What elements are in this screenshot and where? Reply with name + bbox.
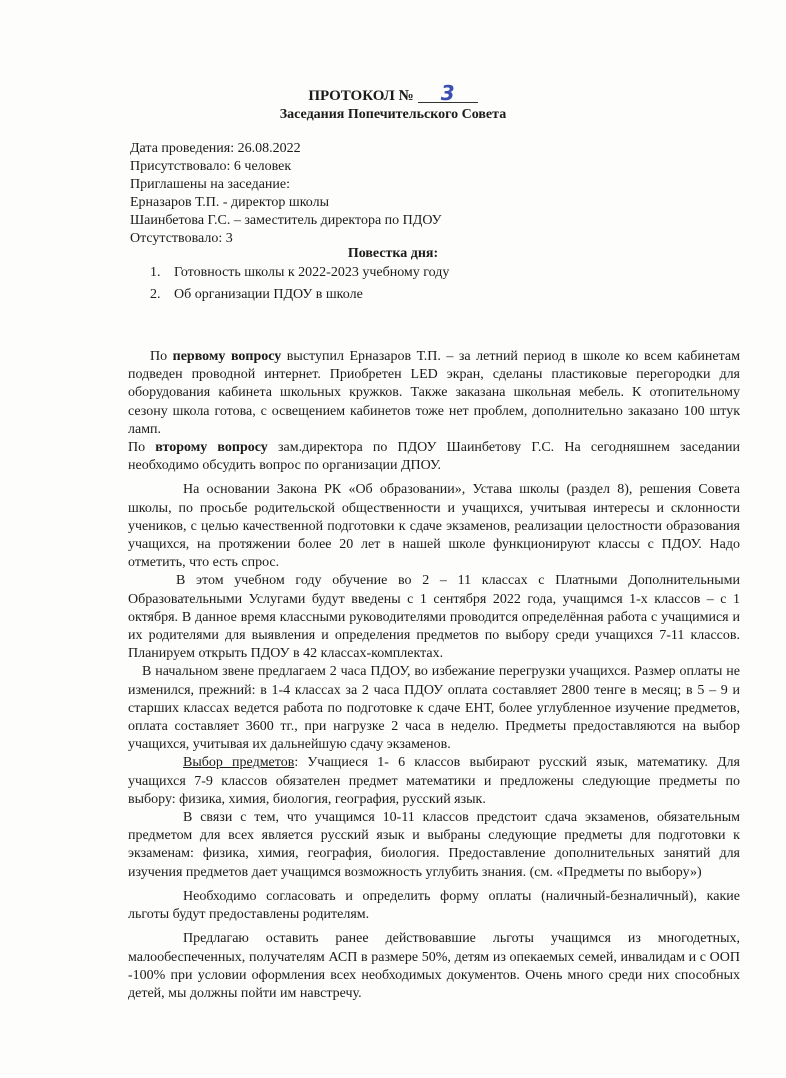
protocol-subtitle: Заседания Попечительского Совета: [279, 107, 507, 122]
paragraph-exams: В связи с тем, что учащимся 10-11 классов предстоит сдача экзаменов, обязательным предметом для всех является русский язык и выбраны следующие предметы для подготовки к экзаменам: физика, химия, география, биология. Предоставление дополнительных занятий для изучения предметов дает учащимся возможность углубить знания. (см. «Предметы по выбору»): [128, 810, 740, 880]
attendance-absent: Отсутствовало: 3: [130, 231, 233, 246]
text-run: зам.директора по ПДОУ Шаинбетову Г.С. На сегодняшнем заседании необходимо обсудить вопрос по организации ДПОУ.: [128, 440, 740, 474]
invited-person: Шаинбетова Г.С. – заместитель директора по ПДОУ: [130, 213, 442, 228]
agenda-item-number: 2.: [150, 287, 161, 302]
meeting-date: Дата проведения: 26.08.2022: [130, 141, 301, 156]
paragraph-payment-form: Необходимо согласовать и определить форму оплаты (наличный-безналичный), какие льготы будут предоставлены родителям.: [128, 888, 740, 923]
agenda-item: [150, 284, 449, 306]
text-run: выступил Ерназаров Т.П. – за летний период в школе ко всем кабинетам подведен проводной интернет. Приобретен LED экран, сделаны пластиковые перегородки для оборудования кабинета школьных кружков. Также заказана школьная мебель. К отопительному сезону школа готова, с освещением кабинетов тоже нет проблем, дополнительно заказано 100 штук ламп.: [128, 349, 740, 437]
paragraph-subject-choice: [128, 754, 740, 809]
title-block: [0, 81, 786, 124]
text-run: По: [150, 349, 173, 364]
paragraph-benefits: Предлагаю оставить ранее действовавшие льготы учащимся из многодетных, малообеспеченных, получателям АСП в размере 50%, детям из опекаемых семей, инвалидам и с ООП -100% при условии оформления всех необходимых документов. Очень много среди них способных детей, мы должны пойти им навстречу.: [128, 931, 740, 1001]
paragraph-paid-services: В этом учебном году обучение во 2 – 11 классах с Платными Дополнительными Образовательными Услугами будут введены с 1 сентября 2022 года, учащимся 1-х классов – с 1 октября. В данное время классными руководителями проводится определённая работа с учащимися и их родителями для выявления и определения предметов по выбору среди учащихся 7-11 классов. Планируем открыть ПДОУ в 42 классах-комплектах.: [128, 573, 740, 662]
paragraph-legal-basis: На основании Закона РК «Об образовании», Устава школы (раздел 8), решения Совета школы, по просьбе родительской общественности и учащихся, учитывая интересы и склонности учеников, с целью качественной подготовки к сдаче экзаменов, реализации целостности образования учащихся, на протяжении более 20 лет в нашей школе функционируют классы с ПДОУ. Надо отметить, что есть спрос.: [128, 482, 740, 571]
paragraph-second-question: [128, 439, 740, 475]
paragraph-payment: В начальном звене предлагаем 2 часа ПДОУ, во избежание перегрузки учащихся. Размер оплаты не изменился, прежний: в 1-4 классах за 2 часа ПДОУ оплата составляет 2800 тенге в месяц; в 5 – 9 и старших классах ведется работа по подготовке к сдаче ЕНТ, более углубленное изучение предметов, оплата составляет 3600 тг., при нагрузке 2 часа в неделю. Предметы предоставляются на выбор учащихся, учитывая их дальнейшую сдачу экзаменов.: [128, 664, 740, 753]
protocol-body: [128, 348, 740, 1003]
protocol-title-text: ПРОТОКОЛ №: [308, 88, 414, 104]
text-run: : Учащиеся 1- 6 классов выбирают русский язык, математику. Для учащихся 7-9 классов обязателен предмет математики и предложены следующие предметы по выбору: физика, химия, биология, география, русский язык.: [128, 755, 740, 807]
invited-label: Приглашены на заседание:: [130, 177, 291, 192]
agenda-title: Повестка дня:: [347, 246, 439, 261]
protocol-title: [0, 81, 786, 106]
agenda-item-text: Об организации ПДОУ в школе: [174, 287, 363, 302]
subject-choice-label: Выбор предметов: [183, 755, 295, 771]
protocol-number-handwritten: 3: [418, 84, 478, 103]
text-run: По: [128, 440, 156, 456]
agenda-item-number: 1.: [150, 265, 161, 280]
agenda-item-text: Готовность школы к 2022-2023 учебному году: [174, 265, 450, 280]
second-question-label: второму вопросу: [155, 440, 268, 456]
invited-person: Ерназаров Т.П. - директор школы: [130, 195, 329, 210]
first-question-label: первому вопросу: [172, 349, 282, 364]
agenda-list: [150, 262, 449, 306]
paragraph-first-question: [128, 348, 740, 439]
attendance-present: Присутствовало: 6 человек: [130, 159, 292, 174]
meeting-info: [130, 140, 442, 248]
agenda-item: [150, 262, 449, 284]
